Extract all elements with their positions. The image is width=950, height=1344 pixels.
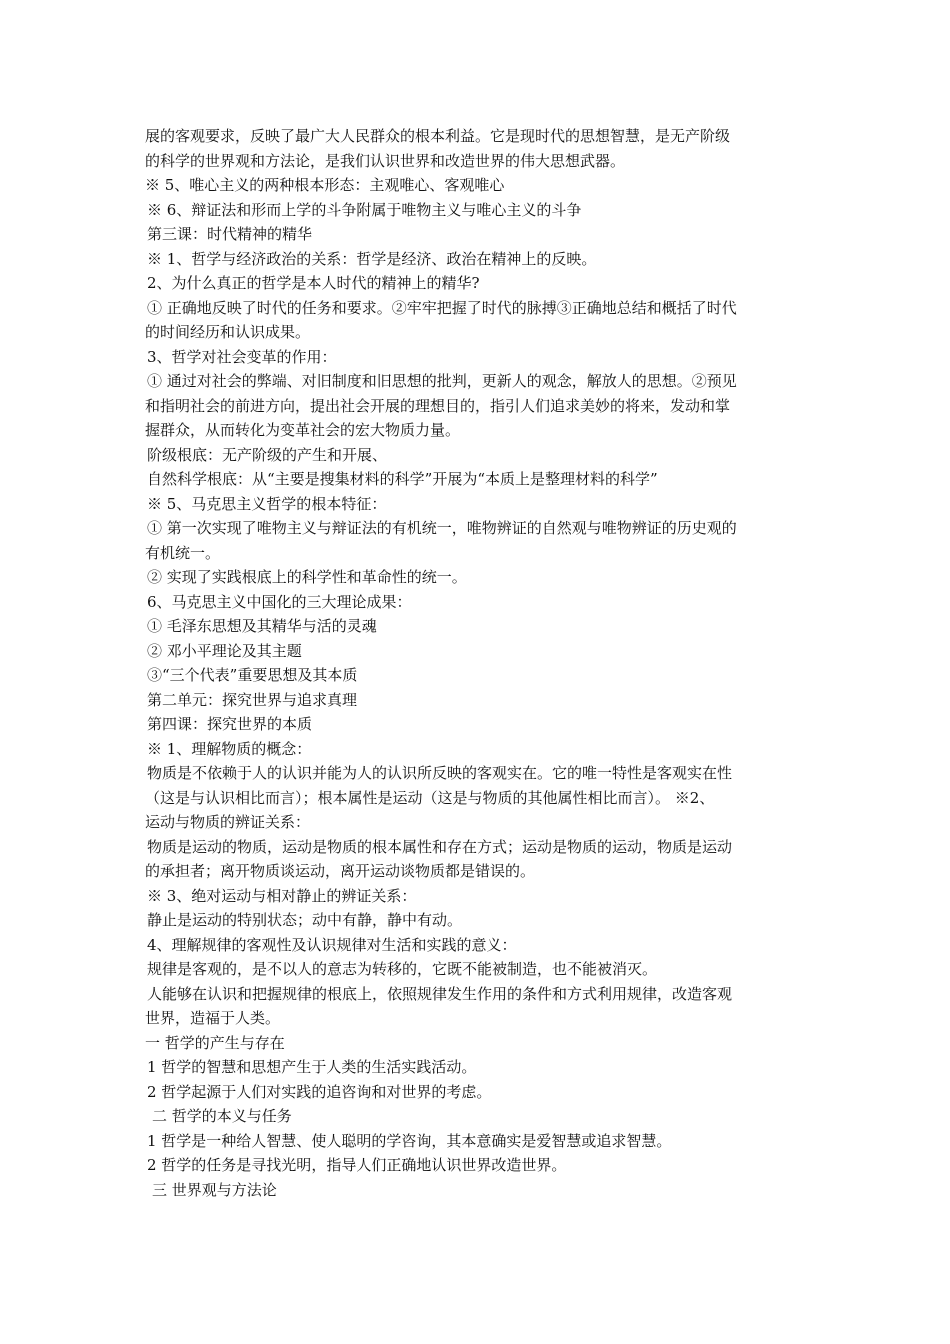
text-line: 自然科学根底：从“主要是搜集材料的科学”开展为“本质上是整理材料的科学” bbox=[147, 470, 658, 488]
section-heading: 第四课：探究世界的本质 bbox=[147, 715, 313, 733]
text-line: ※ 6、辩证法和形而上学的斗争附属于唯物主义与唯心主义的斗争 bbox=[147, 200, 582, 219]
text-line: 和指明社会的前进方向，提出社会开展的理想目的，指引人们追求美妙的将来，发动和掌 bbox=[145, 396, 731, 415]
text-line: 有机统一。 bbox=[145, 543, 221, 562]
text-line: ① 正确地反映了时代的任务和要求。②牢牢把握了时代的脉搏③正确地总结和概括了时代 bbox=[147, 298, 737, 317]
text-line: ※ 1、哲学与经济政治的关系：哲学是经济、政治在精神上的反映。 bbox=[147, 249, 597, 268]
section-heading: 二 哲学的本义与任务 bbox=[152, 1107, 292, 1125]
text-line: 4、理解规律的客观性及认识规律对生活和实践的意义： bbox=[147, 935, 517, 954]
text-line: 2、为什么真正的哲学是本人时代的精神上的精华? bbox=[147, 274, 480, 292]
text-line: 规律是客观的，是不以人的意志为转移的，它既不能被制造，也不能被消灭。 bbox=[147, 960, 658, 978]
section-heading: 一 哲学的产生与存在 bbox=[145, 1033, 285, 1052]
text-line: 2 哲学的任务是寻找光明，指导人们正确地认识世界改造世界。 bbox=[147, 1156, 567, 1174]
text-line: 物质是运动的物质，运动是物质的根本属性和存在方式；运动是物质的运动，物质是运动 bbox=[147, 837, 733, 856]
text-line: ① 第一次实现了唯物主义与辩证法的有机统一，唯物辨证的自然观与唯物辨证的历史观的 bbox=[147, 519, 737, 537]
text-line: 3、哲学对社会变革的作用： bbox=[147, 347, 337, 366]
section-heading: 三 世界观与方法论 bbox=[152, 1180, 277, 1199]
text-line: 握群众，从而转化为变革社会的宏大物质力量。 bbox=[145, 421, 461, 439]
text-line: （这是与认识相比而言）；根本属性是运动（这是与物质的其他属性相比而言）。 ※2、 bbox=[145, 788, 715, 807]
text-line: 的科学的世界观和方法论，是我们认识世界和改造世界的伟大思想武器。 bbox=[145, 151, 626, 170]
text-line: 的承担者；离开物质谈运动，离开运动谈物质都是错误的。 bbox=[145, 862, 536, 880]
text-line: ※ 5、马克思主义哲学的根本特征： bbox=[147, 494, 387, 513]
section-heading: 第三课：时代精神的精华 bbox=[147, 225, 313, 243]
text-line: 运动与物质的辨证关系： bbox=[145, 813, 311, 831]
text-line: 6、马克思主义中国化的三大理论成果： bbox=[147, 592, 412, 611]
text-line: 的时间经历和认识成果。 bbox=[145, 323, 311, 341]
text-line: 1 哲学的智慧和思想产生于人类的生活实践活动。 bbox=[147, 1058, 477, 1076]
text-line: ③“三个代表”重要思想及其本质 bbox=[147, 666, 358, 684]
text-line: ※ 3、绝对运动与相对静止的辨证关系： bbox=[147, 886, 417, 905]
text-line: 静止是运动的特别状态；动中有静，静中有动。 bbox=[147, 911, 463, 929]
document-page bbox=[145, 124, 815, 1202]
text-line: ① 通过对社会的弊端、对旧制度和旧思想的批判，更新人的观念，解放人的思想。②预见 bbox=[147, 372, 737, 390]
text-line: 展的客观要求，反映了最广大人民群众的根本利益。它是现时代的思想智慧，是无产阶级 bbox=[145, 127, 731, 145]
text-line: ※ 1、理解物质的概念： bbox=[147, 739, 312, 758]
text-line: 2 哲学起源于人们对实践的追咨询和对世界的考虑。 bbox=[147, 1082, 492, 1101]
text-line: ② 邓小平理论及其主题 bbox=[147, 641, 302, 660]
text-line: 人能够在认识和把握规律的根底上，依照规律发生作用的条件和方式利用规律，改造客观 bbox=[147, 984, 733, 1003]
text-line: 1 哲学是一种给人智慧、使人聪明的学咨询，其本意确实是爱智慧或追求智慧。 bbox=[147, 1131, 672, 1150]
text-line: 世界，造福于人类。 bbox=[145, 1009, 281, 1027]
text-line: ① 毛泽东思想及其精华与活的灵魂 bbox=[147, 617, 377, 635]
text-line: ② 实现了实践根底上的科学性和革命性的统一。 bbox=[147, 568, 467, 586]
text-line: 物质是不依赖于人的认识并能为人的认识所反映的客观实在。它的唯一特性是客观实在性 bbox=[147, 764, 733, 782]
text-line: 阶级根底：无产阶级的产生和开展、 bbox=[147, 445, 388, 464]
text-line: ※ 5、唯心主义的两种根本形态：主观唯心、客观唯心 bbox=[145, 176, 505, 194]
section-heading: 第二单元：探究世界与追求真理 bbox=[147, 690, 358, 709]
